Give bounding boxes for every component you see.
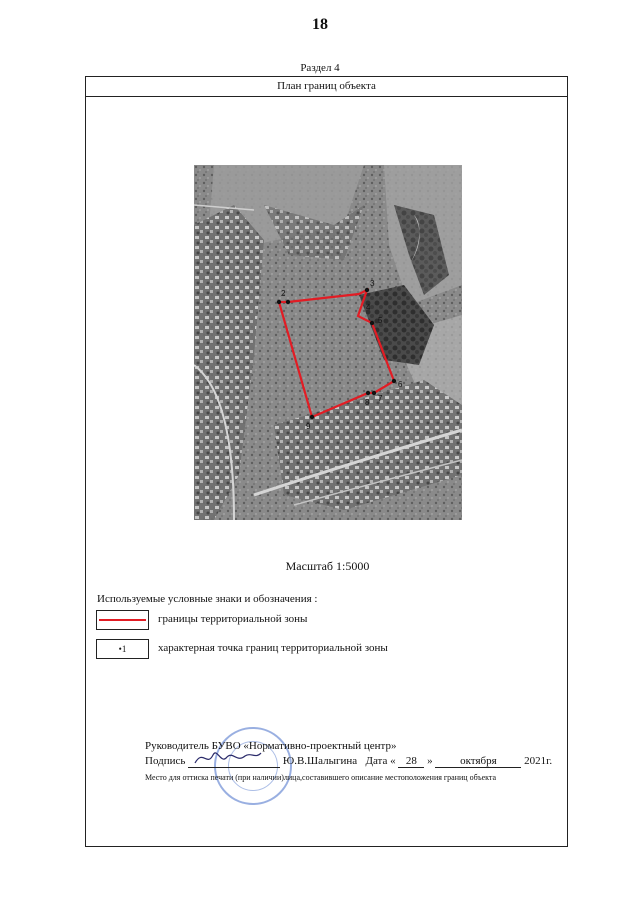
legend-point-symbol: •1 — [96, 639, 149, 659]
aerial-map — [194, 165, 462, 520]
map-point-label: 7 — [378, 394, 383, 403]
map-point-label: 5 — [378, 316, 383, 325]
date-label: Дата « — [365, 755, 396, 767]
map-point-label: 8 — [365, 398, 370, 407]
map-point-label: 9 — [306, 422, 311, 431]
plan-title: План границ объекта — [86, 77, 567, 97]
map-point-label: 2 — [281, 289, 286, 298]
stamp-note: Место для оттиска печати (при наличии)лица,составившего описание местоположения границ объекта — [145, 773, 497, 782]
plan-frame — [85, 76, 568, 847]
legend-line-label: границы территориальной зоны — [158, 613, 308, 625]
date-quote-close: » — [427, 755, 433, 767]
map-point-label: 3 — [370, 279, 375, 288]
podpis-label: Подпись — [145, 755, 186, 767]
page-number: 18 — [312, 16, 328, 33]
map-point-label: 4 — [366, 303, 371, 312]
date-year: 2021г. — [524, 755, 553, 767]
date-month: октября — [435, 755, 521, 768]
signature-line — [145, 755, 552, 768]
date-day: 28 — [398, 755, 424, 768]
signature-title: Руководитель БУВО «Нормативно-проектный центр» — [145, 740, 397, 752]
section-title: Раздел 4 — [300, 62, 340, 74]
map-scale: Масштаб 1:5000 — [285, 559, 370, 573]
legend-line-symbol — [96, 610, 149, 630]
map-point-label: 6 — [398, 380, 403, 389]
legend-title: Используемые условные знаки и обозначения : — [97, 593, 318, 605]
legend-point-label: характерная точка границ территориальной зоны — [158, 642, 388, 654]
signer-name: Ю.В.Шалыгина — [282, 755, 358, 767]
